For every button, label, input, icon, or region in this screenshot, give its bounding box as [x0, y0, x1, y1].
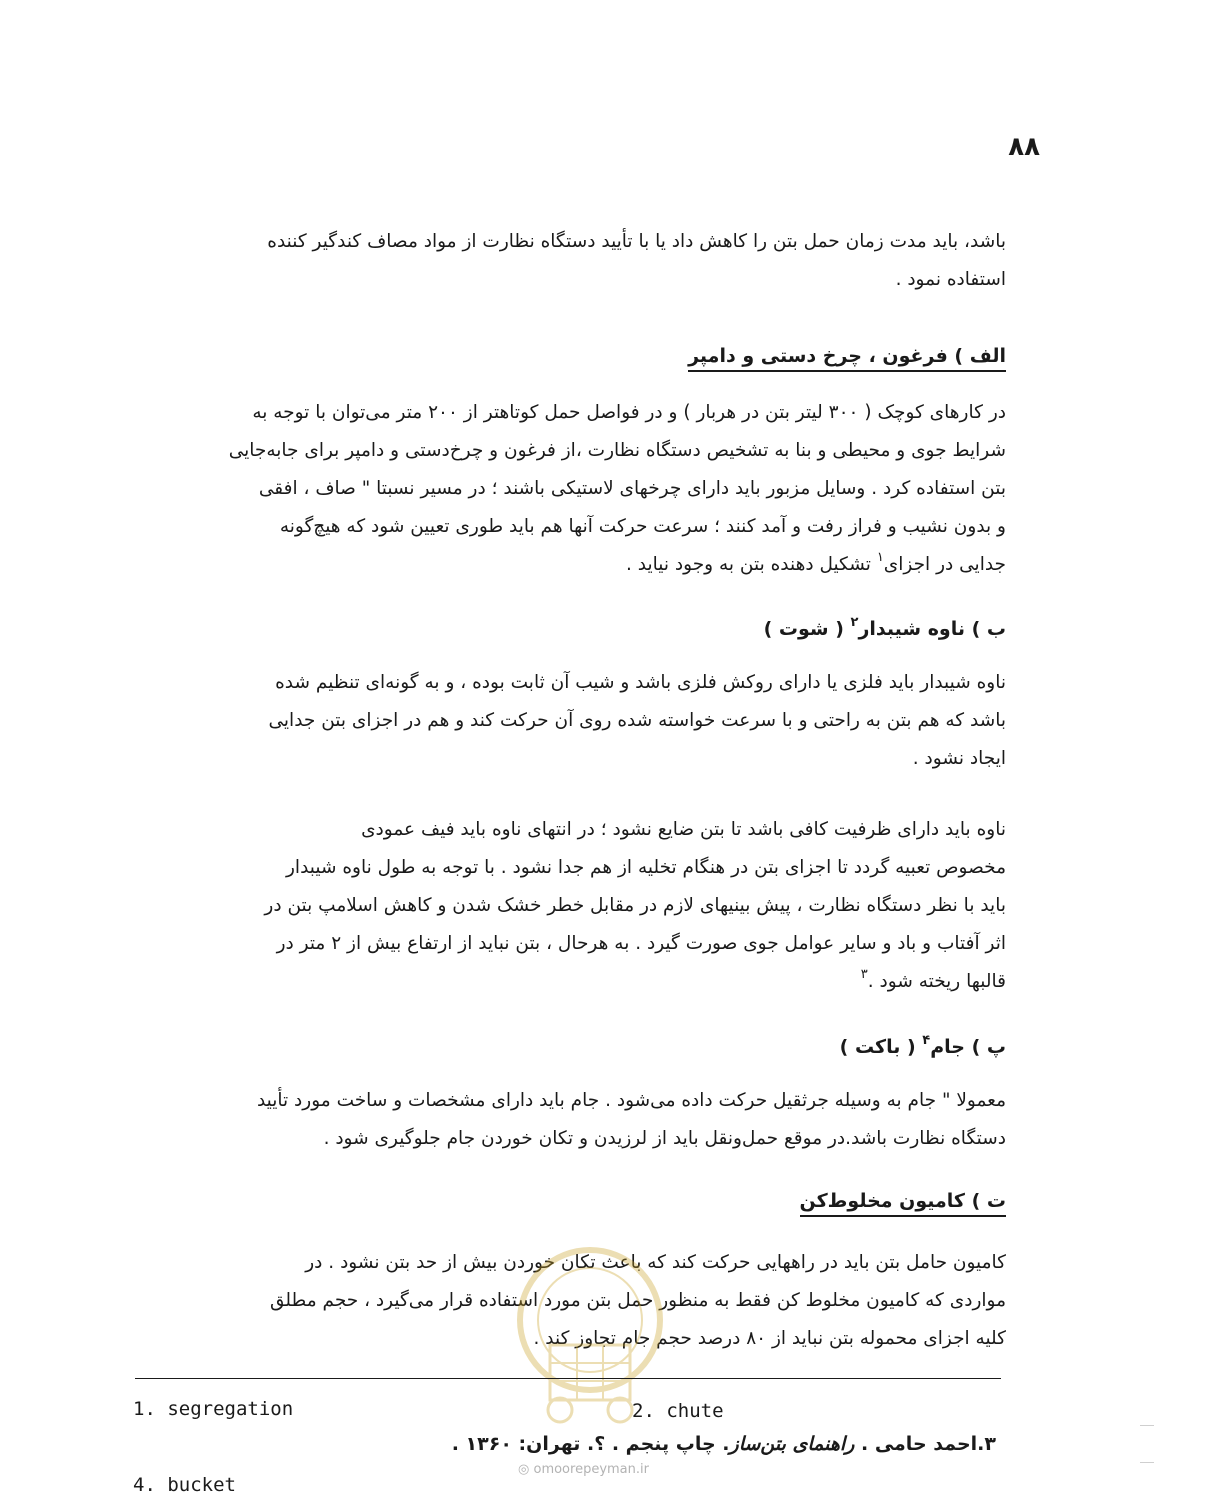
- intro-line: استفاده نمود .: [895, 269, 1006, 290]
- section-b-paragraph-1: [150, 664, 1006, 778]
- watermark: ◎ omoorepeyman.ir: [518, 1462, 649, 1477]
- margin-mark: [1140, 1425, 1154, 1426]
- section-a-heading: [688, 345, 1006, 367]
- section-b-heading-after: ( شوت ): [763, 618, 851, 640]
- section-p-heading-after: ( باکت ): [839, 1036, 923, 1058]
- section-a-last-before: جدایی در اجزای: [883, 554, 1006, 575]
- section-t-heading-text: ت ) کامیون مخلوط‌کن: [800, 1190, 1006, 1217]
- footnote-ref-4: ۴: [922, 1033, 931, 1048]
- section-p-paragraph: [150, 1082, 1006, 1158]
- section-p-line: دستگاه نظارت باشد.در موقع حمل‌ونقل باید از لرزیدن و تکان خوردن جام جلوگیری شود .: [323, 1128, 1006, 1149]
- section-b-line: اثر آفتاب و باد و سایر عوامل جوی صورت گیرد . به هرحال ، بتن نباید از ارتفاع بیش از ۲ متر در: [276, 933, 1006, 954]
- section-t-line: مواردی که کامیون مخلوط کن فقط به منظور حمل بتن مورد استفاده قرار می‌گیرد ، حجم مطلق: [269, 1290, 1006, 1311]
- section-t-line: کامیون حامل بتن باید در راههایی حرکت کند که باعث تکان خوردن بیش از حد بتن نشود . در: [305, 1252, 1006, 1273]
- section-p-heading: [839, 1033, 1006, 1058]
- footnote-ref-3: ۳: [860, 967, 868, 982]
- section-t-heading: [800, 1190, 1006, 1212]
- page-number: ۸۸: [1008, 132, 1040, 162]
- intro-paragraph: [150, 223, 1006, 299]
- section-a-line: در کارهای کوچک ( ۳۰۰ لیتر بتن در هربار ) و در فواصل حمل کوتاهتر از ۲۰۰ متر می‌توان با توجه به: [252, 402, 1006, 423]
- section-b-last-text: قالبها ریخته شود .: [867, 971, 1006, 992]
- footnote-2: 2. chute: [632, 1400, 724, 1422]
- section-b-line: باشد که هم بتن به راحتی و با سرعت خواسته شده روی آن حرکت کند و هم در اجزای بتن جدایی: [268, 710, 1006, 731]
- section-a-line: و بدون نشیب و فراز رفت و آمد کنند ؛ سرعت حرکت آنها هم باید طوری تعیین شود که هیچ‌گونه: [279, 516, 1006, 537]
- section-b-line: مخصوص تعبیه گردد تا اجزای بتن در هنگام تخلیه از هم جدا نشود . با توجه به طول ناوه شیبدار: [286, 857, 1006, 878]
- footnote-1: 1. segregation: [133, 1398, 294, 1420]
- intro-line: باشد، باید مدت زمان حمل بتن را کاهش داد یا با تأیید دستگاه نظارت از مواد مصاف کندگیر کننده: [267, 231, 1006, 252]
- footnote-ref-2: ۲: [850, 615, 859, 630]
- section-a-paragraph: [150, 394, 1006, 584]
- section-b-line: ناوه باید دارای ظرفیت کافی باشد تا بتن ضایع نشود ؛ در انتهای ناوه باید فیف عمودی: [361, 819, 1006, 840]
- section-b-line: ایجاد نشود .: [912, 748, 1006, 769]
- footnote-3: [452, 1433, 996, 1455]
- section-t-line: کلیه اجزای محموله بتن نباید از ۸۰ درصد حجم جام تجاوز کند .: [533, 1328, 1006, 1349]
- section-a-heading-text: الف ) فرغون ، چرخ دستی و دامپر: [688, 345, 1006, 372]
- footnote-ref-1: ۱: [876, 550, 884, 565]
- footnote-3-details: . چاپ پنجم . ؟. تهران: ۱۳۶۰ .: [451, 1433, 730, 1455]
- section-a-last-after: تشکیل دهنده بتن به وجود نیاید .: [626, 554, 877, 575]
- footnote-3-title: راهنمای بتن‌ساز: [729, 1433, 855, 1455]
- section-b-line: ناوه شیبدار باید فلزی یا دارای روکش فلزی باشد و شیب آن ثابت بوده ، و به گونه‌ای تنظیم شده: [275, 672, 1006, 693]
- section-b-heading-before: ب ) ناوه شیبدار: [858, 618, 1006, 640]
- footnote-divider: [135, 1378, 1001, 1379]
- watermark-text: omoorepeyman.ir: [533, 1462, 649, 1477]
- footnote-3-author: ۳.احمد حامی .: [854, 1433, 996, 1455]
- section-b-line: باید با نظر دستگاه نظارت ، پیش بینیهای لازم در مقابل خطر خشک شدن و کاهش اسلامپ بتن در: [264, 895, 1006, 916]
- section-p-heading-before: پ ) جام: [930, 1036, 1006, 1058]
- section-b-paragraph-2: [150, 811, 1006, 1001]
- section-a-last-line: [150, 546, 1006, 584]
- footnote-4: 4. bucket: [133, 1474, 236, 1496]
- section-a-line: بتن استفاده کرد . وسایل مزبور باید دارای چرخهای لاستیکی باشند ؛ در مسیر نسبتا " صاف ، افقی: [258, 478, 1006, 499]
- section-p-line: معمولا " جام به وسیله جرثقیل حرکت داده می‌شود . جام باید دارای مشخصات و ساخت مورد تأیید: [256, 1090, 1006, 1111]
- section-a-line: شرایط جوی و محیطی و بنا به تشخیص دستگاه نظارت ،از فرغون و چرخ‌دستی و دامپر برای جابه‌جایی: [228, 440, 1006, 461]
- section-b-last-line: [150, 963, 1006, 1001]
- margin-mark: [1140, 1462, 1154, 1463]
- section-b-heading: [763, 615, 1006, 640]
